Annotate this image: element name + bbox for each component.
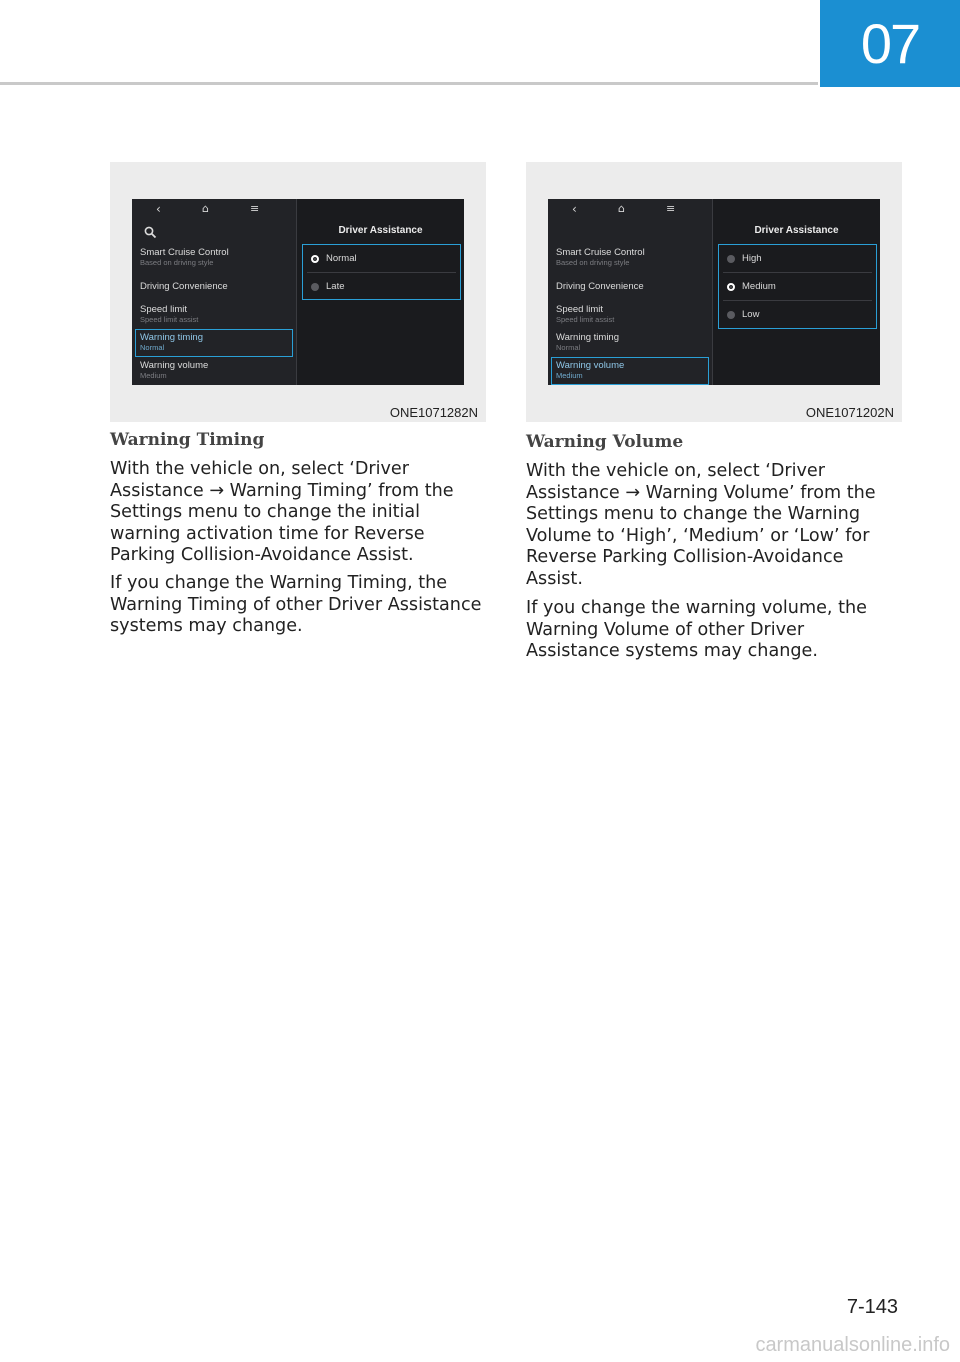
watermark: carmanualsonline.info [755,1334,950,1356]
section-heading-warning-timing: Warning Timing [110,430,265,450]
radio-selected-icon [311,255,319,263]
menu-item-speed-limit[interactable] [140,304,290,324]
menu-item-label: Warning timing [140,332,204,343]
chapter-number: 07 [860,12,920,75]
menu-item-sub: Medium [140,371,167,380]
home-icon[interactable]: ⌂ [202,202,209,215]
option-low[interactable] [727,309,759,320]
search-icon[interactable] [144,226,157,239]
menu-item-driving-convenience[interactable] [556,281,706,292]
back-icon[interactable]: ‹ [156,202,161,216]
menu-item-warning-volume[interactable] [556,360,706,380]
menu-item-smart-cruise-control[interactable] [556,247,706,267]
menu-item-label: Warning volume [140,360,209,371]
header-rule [0,82,818,85]
infotainment-screen [132,199,464,385]
option-high[interactable] [727,253,762,264]
menu-item-warning-volume[interactable] [140,360,290,380]
back-icon[interactable]: ‹ [572,202,577,216]
home-icon[interactable]: ⌂ [618,202,625,215]
menu-item-sub: Normal [556,343,581,352]
paragraph: If you change the Warning Timing, the Warning Timing of other Driver Assistance systems may change. [110,573,482,637]
page-number: 7-143 [846,1296,898,1318]
option-label: High [742,253,762,264]
radio-unselected-icon [727,255,735,263]
option-late[interactable] [311,281,345,292]
infotainment-screen [548,199,880,385]
radio-unselected-icon [727,311,735,319]
menu-item-sub: Speed limit assist [556,315,615,324]
menu-item-label: Warning volume [556,360,625,371]
figure-code: ONE1071202N [805,405,894,420]
menu-item-label: Warning timing [556,332,620,343]
menu-item-smart-cruise-control[interactable] [140,247,290,267]
figure-warning-volume [526,162,902,422]
option-divider [723,300,872,301]
paragraph: With the vehicle on, select ‘Driver Assistance → Warning Volume’ from the Settings menu to change the Warning Volume to ‘High’, ‘Medium’ or ‘Low’ for Reverse Parking Collision-Avoidance Assist. [526,461,876,589]
option-medium[interactable] [727,281,776,292]
figure-code: ONE1071282N [389,405,478,420]
menu-item-sub: Speed limit assist [140,315,199,324]
radio-unselected-icon [311,283,319,291]
paragraph: With the vehicle on, select ‘Driver Assistance → Warning Timing’ from the Settings menu to change the initial warning activation time for Reverse Parking Collision-Avoidance Assist. [110,459,454,566]
menu-item-label: Smart Cruise Control [140,247,229,258]
menu-item-sub: Normal [140,343,165,352]
radio-selected-icon [727,283,735,291]
option-normal[interactable] [311,253,357,264]
menu-item-label: Driving Convenience [140,281,228,292]
menu-item-label: Smart Cruise Control [556,247,645,258]
option-label: Late [326,281,345,292]
menu-item-driving-convenience[interactable] [140,281,290,292]
panel-title: Driver Assistance [338,225,423,236]
menu-item-warning-timing[interactable] [140,332,290,352]
options-panel [718,244,877,329]
menu-icon[interactable]: ≡ [666,202,676,215]
figure-warning-timing [110,162,486,422]
option-divider [307,272,456,273]
option-label: Normal [326,253,357,264]
paragraph: If you change the warning volume, the Warning Volume of other Driver Assistance systems may change. [526,598,867,662]
panel-title: Driver Assistance [754,225,839,236]
menu-item-warning-timing[interactable] [556,332,706,352]
menu-item-label: Speed limit [556,304,603,315]
option-label: Low [742,309,760,320]
menu-item-speed-limit[interactable] [556,304,706,324]
options-panel [302,244,461,300]
chapter-tab [820,0,960,87]
menu-item-sub: Medium [556,371,583,380]
menu-item-label: Driving Convenience [556,281,644,292]
option-label: Medium [742,281,776,292]
section-heading-warning-volume: Warning Volume [526,432,684,452]
option-divider [723,272,872,273]
menu-icon[interactable]: ≡ [250,202,260,215]
menu-item-sub: Based on driving style [140,258,214,267]
menu-item-label: Speed limit [140,304,187,315]
menu-item-sub: Based on driving style [556,258,630,267]
